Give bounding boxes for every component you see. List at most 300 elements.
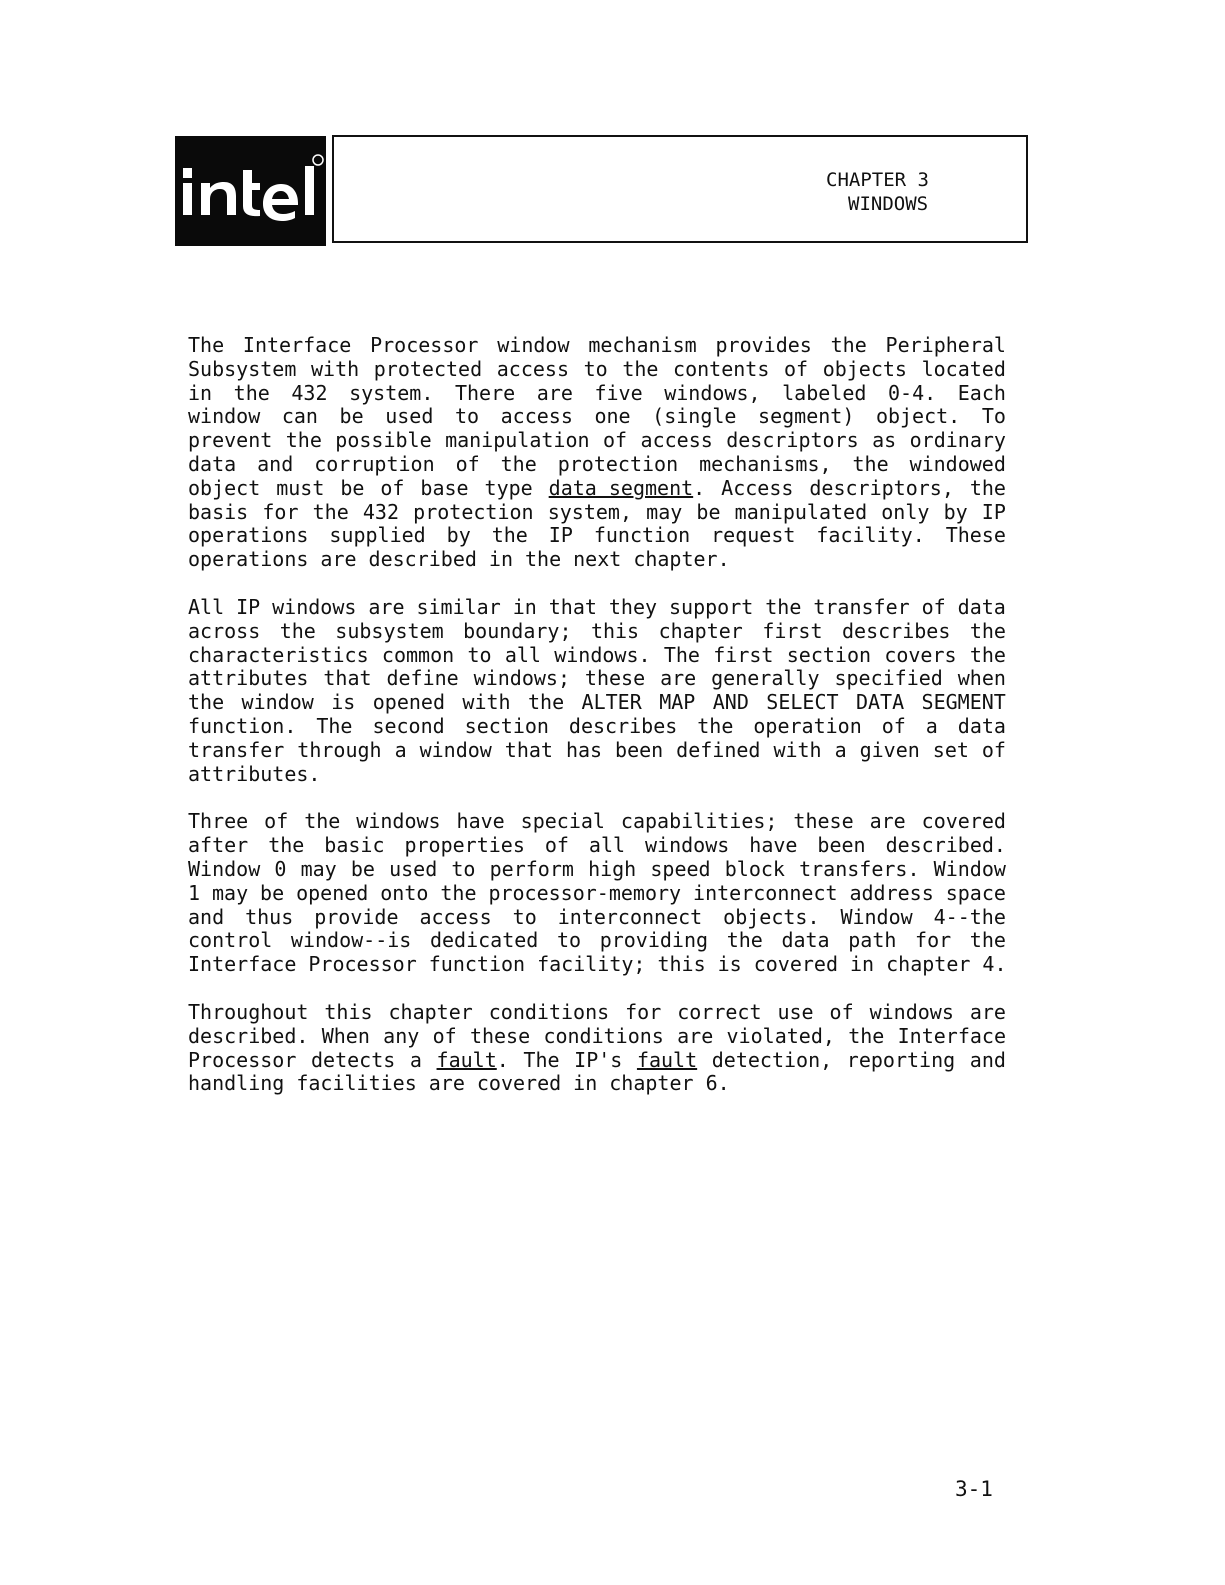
word: and: [969, 1047, 1006, 1072]
chapter-label: CHAPTER 3: [826, 169, 929, 191]
word: of: [921, 594, 946, 619]
word: all: [588, 833, 626, 858]
text-line: [188, 644, 1006, 668]
text-line: [188, 763, 1006, 787]
word: Window: [188, 856, 261, 881]
word: Processor: [308, 952, 417, 977]
word: of: [264, 809, 289, 834]
text-line: [188, 691, 1006, 715]
word: windows: [356, 809, 441, 834]
word: this: [657, 952, 706, 977]
word: the: [622, 356, 659, 381]
page-number: 3-1: [955, 1477, 993, 1501]
word: ALTER: [581, 690, 642, 715]
word: of: [380, 475, 405, 500]
word: be: [339, 404, 364, 429]
word: Peripheral: [885, 333, 1006, 357]
word: in: [573, 1071, 598, 1096]
word: There: [454, 380, 516, 405]
word: describes: [568, 713, 678, 738]
word: The: [316, 713, 353, 738]
word: only: [881, 499, 930, 524]
word: located: [921, 356, 1006, 381]
word: windowed: [909, 451, 1006, 476]
word: with: [310, 356, 360, 381]
text-line: [188, 882, 1006, 906]
word: request: [711, 523, 796, 548]
word: the: [765, 594, 802, 619]
word: access: [500, 404, 573, 429]
word: are: [536, 380, 573, 405]
word: the: [726, 928, 763, 953]
word: next: [573, 547, 622, 572]
word: Three: [188, 809, 249, 834]
word: These: [945, 523, 1006, 548]
word: dedicated: [429, 928, 539, 953]
word: the: [697, 713, 734, 738]
word: the: [969, 642, 1006, 667]
word: perform: [489, 856, 574, 881]
word: opened: [372, 690, 445, 715]
word: described.: [188, 1023, 309, 1048]
word: of: [455, 451, 480, 476]
word: conditions: [543, 1023, 664, 1048]
word: ordinary: [909, 428, 1006, 453]
text-line: [188, 715, 1006, 739]
word: first: [762, 618, 823, 643]
word: access: [419, 904, 492, 929]
word: Interface: [897, 1023, 1006, 1048]
word: window--is: [290, 928, 412, 953]
word: the: [312, 499, 349, 524]
word: AND: [712, 690, 749, 715]
word: of: [603, 428, 628, 453]
word: manipulation: [445, 428, 590, 453]
word: are: [320, 547, 357, 572]
word: is: [717, 952, 742, 977]
word: and: [188, 904, 225, 929]
text-line: [188, 429, 1006, 453]
word: covered: [921, 809, 1006, 834]
word: Access: [721, 475, 794, 500]
word: have: [456, 809, 505, 834]
word: of: [432, 1023, 457, 1048]
word: are: [677, 1023, 714, 1048]
word: the: [500, 451, 537, 476]
word: 432: [291, 380, 328, 405]
word: first: [713, 642, 774, 667]
word: covered: [753, 952, 839, 977]
text-line: [188, 358, 1006, 382]
word: descriptors,: [809, 475, 954, 500]
word: in: [850, 952, 875, 977]
word: Window: [840, 904, 913, 929]
word: speed: [650, 856, 711, 881]
word: may: [300, 856, 337, 881]
word: MAP: [659, 690, 696, 715]
word: window: [419, 737, 492, 762]
word: when: [957, 666, 1006, 691]
word: mechanisms,: [699, 451, 832, 476]
word: 0-4.: [887, 380, 937, 405]
word: is: [331, 690, 356, 715]
word: the: [188, 690, 225, 715]
word: attributes: [188, 666, 309, 691]
word: are: [969, 999, 1006, 1024]
word: the: [525, 547, 562, 572]
word: path: [848, 928, 897, 953]
word: of: [783, 356, 809, 381]
word: of: [829, 999, 854, 1024]
word: the: [852, 451, 889, 476]
word: 1: [188, 880, 201, 905]
word: IP: [548, 523, 573, 548]
text-line: [188, 953, 1006, 977]
word: these: [469, 1023, 531, 1048]
word: special: [520, 809, 605, 834]
word: the: [285, 428, 322, 453]
word: corruption: [314, 451, 435, 476]
word: space: [945, 880, 1006, 905]
word: windows: [869, 999, 954, 1024]
word: processor-memory: [488, 880, 682, 905]
word: windows,: [664, 380, 761, 405]
word: describes: [841, 618, 951, 643]
word: 0: [274, 856, 287, 881]
word: handling: [188, 1071, 285, 1096]
word: this: [324, 999, 373, 1024]
word: Interface: [188, 952, 297, 977]
word: (single: [652, 404, 737, 429]
text-line: [188, 834, 1006, 858]
word: To: [981, 404, 1006, 429]
word: covered: [476, 1071, 562, 1096]
word: support: [669, 594, 754, 619]
word: characteristics: [188, 642, 369, 667]
word: data: [957, 713, 1006, 738]
word: transfer: [813, 594, 910, 619]
word: the: [848, 1023, 885, 1048]
word: SELECT: [766, 690, 839, 715]
word: IP's: [574, 1047, 623, 1072]
word: function: [428, 952, 526, 977]
text-line: [188, 620, 1006, 644]
word: violated,: [726, 1023, 835, 1048]
text-line: [188, 1001, 1006, 1025]
intel-logo-mark: [175, 136, 326, 246]
word: be: [340, 475, 365, 500]
word: objects: [822, 356, 907, 381]
word: attributes.: [188, 761, 321, 786]
word: that: [323, 666, 372, 691]
word: detection,: [711, 1047, 833, 1072]
word: defined: [676, 737, 761, 762]
word: described: [368, 547, 477, 572]
word: 432: [362, 499, 400, 524]
word: the: [528, 690, 565, 715]
word: function: [593, 523, 691, 548]
word: chapter.: [633, 547, 730, 572]
word: transfers.: [799, 856, 920, 881]
word: used: [389, 856, 438, 881]
word: described.: [885, 833, 1006, 858]
word: been: [615, 737, 664, 762]
word: provides: [715, 333, 812, 357]
word: of: [544, 833, 569, 858]
word: facility.: [816, 523, 925, 548]
word: a: [409, 1047, 422, 1072]
body-text: [188, 334, 1006, 1120]
word: for: [262, 499, 299, 524]
word: window: [188, 404, 261, 429]
word: Processor: [370, 333, 479, 357]
word: have: [749, 833, 798, 858]
word: chapter: [658, 618, 743, 643]
text-line: [188, 548, 1006, 572]
word: IP: [981, 499, 1006, 524]
word: and: [257, 451, 294, 476]
word: are: [869, 809, 906, 834]
paragraph: [188, 596, 1006, 786]
word: data segment.: [548, 475, 706, 500]
word: the: [830, 333, 867, 357]
word: windows.: [554, 642, 651, 667]
word: to: [556, 928, 582, 953]
word: be: [696, 499, 721, 524]
word: in: [488, 547, 514, 572]
word: Subsystem: [188, 356, 297, 381]
word: address: [849, 880, 934, 905]
word: to: [467, 642, 492, 667]
word: are: [428, 1071, 465, 1096]
word: prevent: [188, 428, 273, 453]
word: access: [496, 356, 569, 381]
word: are: [368, 594, 405, 619]
word: common: [381, 642, 455, 667]
text-line: [188, 810, 1006, 834]
word: 4--the: [933, 904, 1006, 929]
word: When: [321, 1023, 370, 1048]
text-line: [188, 1072, 1006, 1096]
word: protected: [373, 356, 483, 381]
word: across: [188, 618, 261, 643]
word: operations: [188, 523, 309, 548]
word: to: [583, 356, 608, 381]
word: system,: [547, 499, 633, 524]
word: correct: [677, 999, 762, 1024]
word: these: [584, 666, 646, 691]
word: may: [211, 880, 249, 905]
word: for: [915, 928, 952, 953]
word: the: [279, 618, 316, 643]
word: of: [981, 737, 1006, 762]
word: windows: [272, 594, 357, 619]
word: control: [188, 928, 273, 953]
word: five: [594, 380, 643, 405]
word: conditions: [488, 999, 610, 1024]
word: The: [188, 333, 225, 357]
word: interconnect: [693, 880, 838, 905]
word: thus: [245, 904, 294, 929]
word: a: [834, 737, 847, 762]
word: the: [969, 475, 1006, 500]
text-line: [188, 1049, 1006, 1073]
word: protection: [413, 499, 534, 524]
text-line: [188, 929, 1006, 953]
text-line: [188, 906, 1006, 930]
word: generally: [711, 666, 820, 691]
word: to: [451, 856, 476, 881]
word: data: [781, 928, 830, 953]
word: The: [663, 642, 700, 667]
word: opened: [296, 880, 369, 905]
word: The: [523, 1047, 560, 1072]
word: window: [241, 690, 314, 715]
word: the: [969, 618, 1006, 643]
word: operation: [753, 713, 862, 738]
word: transfer: [188, 737, 285, 762]
word: the: [491, 523, 528, 548]
word: these: [793, 809, 854, 834]
word: basis: [188, 499, 249, 524]
word: subsystem: [335, 618, 444, 643]
word: Processor: [188, 1047, 297, 1072]
word: interconnect: [557, 904, 703, 929]
word: manipulated: [734, 499, 868, 524]
word: 6.: [705, 1071, 730, 1096]
word: objects.: [723, 904, 820, 929]
word: through: [297, 737, 382, 762]
word: facility;: [537, 952, 646, 977]
paragraph: [188, 334, 1006, 572]
word: similar: [416, 594, 501, 619]
word: high: [588, 856, 637, 881]
word: 4.: [982, 952, 1007, 977]
word: the: [440, 880, 477, 905]
word: reporting: [846, 1047, 956, 1072]
text-line: [188, 667, 1006, 691]
word: can: [281, 404, 318, 429]
word: SEGMENT: [921, 690, 1006, 715]
word: object.: [875, 404, 961, 429]
word: object: [188, 475, 261, 500]
word: fault.: [436, 1047, 509, 1072]
word: must: [276, 475, 325, 500]
word: DATA: [855, 690, 905, 715]
word: may: [646, 499, 683, 524]
word: providing: [599, 928, 709, 953]
word: basic: [324, 833, 385, 858]
word: covers: [884, 642, 957, 667]
word: as: [872, 428, 897, 453]
word: the: [233, 380, 270, 405]
text-line: [188, 405, 1006, 429]
word: are: [660, 666, 697, 691]
word: the: [268, 833, 305, 858]
paragraph: [188, 1001, 1006, 1096]
word: windows;: [473, 666, 570, 691]
word: set: [932, 737, 969, 762]
word: contents: [673, 356, 770, 381]
word: IP: [236, 594, 261, 619]
word: for: [625, 999, 662, 1024]
word: chapter: [886, 952, 971, 977]
word: a: [925, 713, 938, 738]
word: all: [504, 642, 541, 667]
text-line: [188, 453, 1006, 477]
word: chapter: [609, 1071, 694, 1096]
word: section: [786, 642, 872, 667]
word: Throughout: [188, 999, 309, 1024]
word: they: [608, 594, 658, 619]
word: the: [304, 809, 341, 834]
word: with: [462, 690, 511, 715]
word: Window: [933, 856, 1006, 881]
word: onto: [380, 880, 429, 905]
word: fault: [636, 1047, 698, 1072]
word: data: [957, 594, 1006, 619]
text-line: [188, 1025, 1006, 1049]
word: section: [464, 713, 549, 738]
text-line: [188, 501, 1006, 525]
word: given: [859, 737, 920, 762]
word: operations: [188, 547, 309, 572]
word: boundary;: [463, 618, 572, 643]
word: to: [454, 404, 480, 429]
word: second: [372, 713, 445, 738]
word: in: [512, 594, 537, 619]
word: access: [640, 428, 713, 453]
word: be: [350, 856, 375, 881]
word: this: [590, 618, 640, 643]
word: specified: [834, 666, 943, 691]
word: been: [817, 833, 866, 858]
word: Each: [957, 380, 1006, 405]
text-line: [188, 739, 1006, 763]
paragraph: [188, 810, 1006, 977]
word: system.: [349, 380, 434, 405]
word: data: [188, 451, 237, 476]
text-line: [188, 596, 1006, 620]
chapter-title: WINDOWS: [848, 193, 929, 215]
word: by: [943, 499, 968, 524]
word: provide: [314, 904, 399, 929]
word: possible: [335, 428, 432, 453]
word: block: [724, 856, 785, 881]
text-line: [188, 382, 1006, 406]
word: facilities: [296, 1071, 417, 1096]
word: of: [881, 713, 906, 738]
word: a: [394, 737, 407, 762]
text-line: [188, 477, 1006, 501]
word: window: [497, 333, 570, 357]
word: use: [777, 999, 814, 1024]
word: used: [385, 404, 434, 429]
word: after: [188, 833, 249, 858]
word: the: [969, 928, 1006, 953]
word: labeled: [782, 380, 867, 405]
word: properties: [404, 833, 525, 858]
word: that: [548, 594, 597, 619]
word: define: [386, 666, 459, 691]
word: any: [383, 1023, 420, 1048]
word: descriptors: [726, 428, 859, 453]
word: windows: [645, 833, 730, 858]
intel-logo: [175, 136, 326, 246]
word: segment): [758, 404, 855, 429]
word: by: [446, 523, 471, 548]
word: supplied: [329, 523, 426, 548]
